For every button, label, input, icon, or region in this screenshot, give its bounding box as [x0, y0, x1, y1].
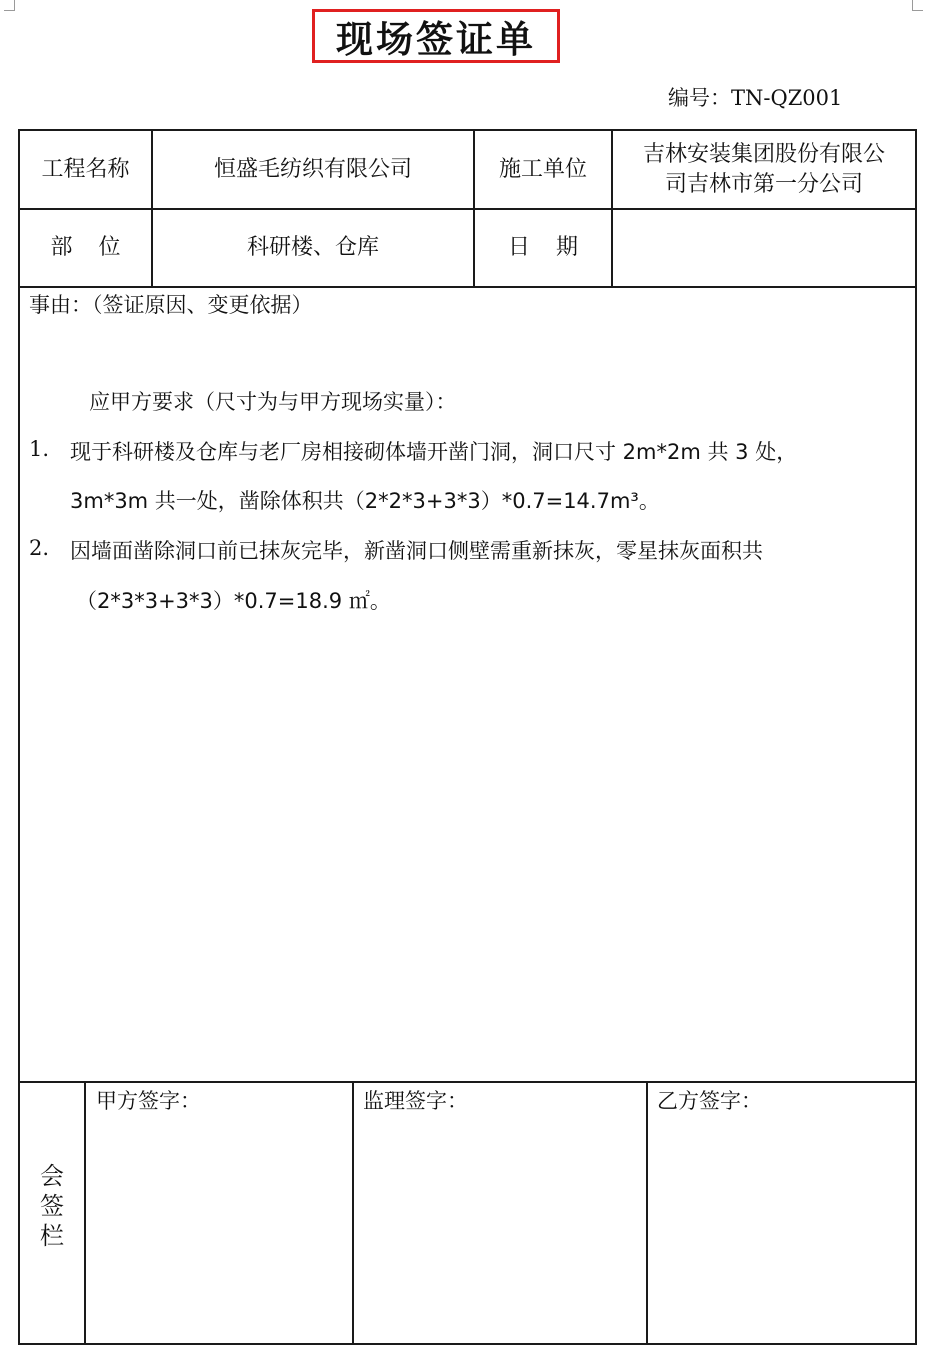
reason-intro: 应甲方要求（尺寸为与甲方现场实量）：: [89, 390, 457, 414]
row-divider-2: [20, 286, 915, 288]
party-b-signature-area[interactable]: [648, 1121, 915, 1345]
project-name-value: [153, 131, 473, 208]
project-name-label: [20, 131, 151, 208]
supervisor-signature-label: 监理签字：: [363, 1089, 468, 1113]
item-1-line-2: 3m*3m 共一处，凿除体积共（2*2*3+3*3）*0.7=14.7m³。: [70, 489, 660, 513]
contractor-value: [613, 131, 915, 208]
location-value: [153, 210, 473, 286]
date-label-text: 日期: [507, 235, 604, 260]
project-name-value-text: 恒盛毛纺织有限公司: [213, 156, 412, 182]
party-a-signature-area[interactable]: [86, 1121, 352, 1345]
date-value[interactable]: [613, 210, 915, 286]
sidebar-char-3: 栏: [40, 1222, 64, 1250]
item-1-line-1: 现于科研楼及仓库与老厂房相接砌体墙开凿门洞，洞口尺寸 2m*2m 共 3 处，: [70, 440, 798, 464]
location-label-text: 部位: [50, 235, 147, 260]
page-title: 现场签证单: [336, 17, 536, 61]
location-label: [20, 210, 151, 286]
title-highlight-box: [312, 9, 560, 63]
item-1-number: 1.: [29, 437, 50, 461]
location-value-text: 科研楼、仓库: [246, 235, 379, 260]
crop-mark-left: [4, 0, 15, 11]
form-number: 编号：TN-QZ001: [668, 86, 843, 110]
sidebar-char-1: 会: [40, 1162, 64, 1190]
party-b-signature-label: 乙方签字：: [657, 1089, 762, 1113]
row-divider-3: [20, 1081, 915, 1083]
visa-form-table: [18, 129, 917, 1345]
contractor-line-2: 司吉林市第一分公司: [664, 171, 863, 197]
contractor-label-text: 施工单位: [498, 156, 587, 182]
reason-label: 事由：（签证原因、变更依据）: [29, 293, 313, 317]
supervisor-signature-area[interactable]: [354, 1121, 646, 1345]
project-name-label-text: 工程名称: [41, 156, 130, 182]
party-a-signature-label: 甲方签字：: [96, 1089, 201, 1113]
item-2-line-2: （2*3*3+3*3）*0.7=18.9 ㎡。: [76, 589, 391, 613]
countersign-column-label: [38, 1161, 66, 1251]
contractor-line-1: 吉林安装集团股份有限公: [642, 141, 885, 167]
sidebar-char-2: 签: [40, 1192, 64, 1220]
contractor-label: [475, 131, 611, 208]
item-2-number: 2.: [29, 536, 50, 560]
date-label: [475, 210, 611, 286]
crop-mark-right: [912, 0, 923, 11]
item-2-line-1: 因墙面凿除洞口前已抹灰完毕，新凿洞口侧壁需重新抹灰，零星抹灰面积共: [70, 539, 763, 563]
